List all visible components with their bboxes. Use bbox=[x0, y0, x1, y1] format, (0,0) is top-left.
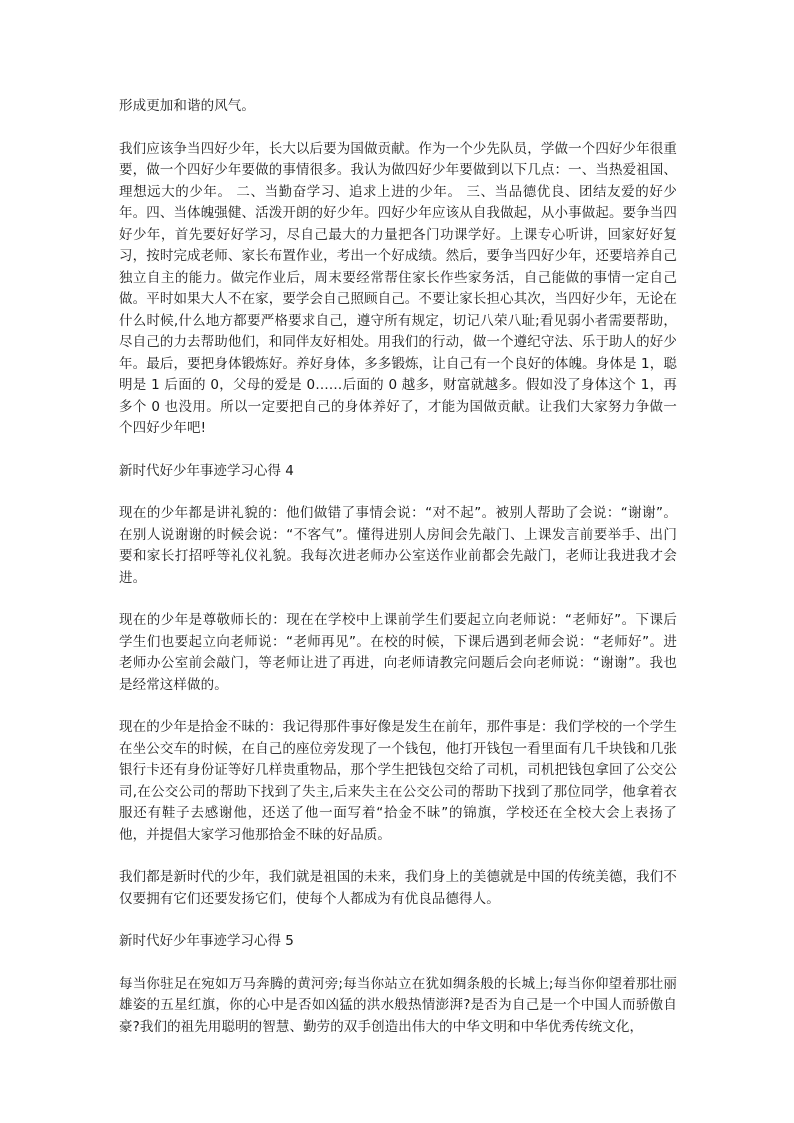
paragraph-respect-teachers: 现在的少年是尊敬师长的：现在在学校中上课前学生们要起立向老师说：“老师好”。下课后学生们也要起立向老师说：“老师再见”。在校的时候，下课后遇到老师会说：“老师好”。进老师办公室前会敲门，等老师让进了再进，向老师请教完问题后会向老师说：“谢谢”。我也是经常这样做的。 bbox=[119, 612, 677, 693]
paragraph-honesty: 现在的少年是拾金不昧的：我记得那件事好像是发生在前年，那件事是：我们学校的一个学生在坐公交车的时候，在自己的座位旁发现了一个钱包，他打开钱包一看里面有几千块钱和几张银行卡还有身份证等好几样贵重物品，那个学生把钱包交给了司机，司机把钱包拿回了公交公司,在公交公司的帮助下找到了失主,后来失主在公交公司的帮助下找到了那位同学，他拿着衣服还有鞋子去感谢他，还送了他一面写着“拾金不昧”的锦旗，学校还在全校大会上表扬了他，并提倡大家学习他那拾金不昧的好品质。 bbox=[119, 719, 677, 843]
paragraph-politeness: 现在的少年都是讲礼貌的：他们做错了事情会说：“对不起”。被别人帮助了会说：“谢谢”。在别人说谢谢的时候会说：“不客气”。懂得进别人房间会先敲门、上课发言前要举手、出门要和家长打招呼等礼仪礼貌。我每次进老师办公室送作业前都会先敲门，老师让我进我才会进。 bbox=[119, 505, 677, 586]
paragraph-four-good-youth: 我们应该争当四好少年，长大以后要为国做贡献。作为一个少先队员，学做一个四好少年很重要，做一个四好少年要做的事情很多。我认为做四好少年要做到以下几点：一、当热爱祖国、理想远大的少年。 二、当勤奋学习、追求上进的少年。 三、当品德优良、团结友爱的好少年。四、当体魄强健、活泼开朗的好少年。四好少年应该从自我做起，从小事做起。要争当四好少年，首先要好好学习，尽自己最大的力量把各门功课学好。上课专心听讲，回家好好复习，按时完成老师、家长布置作业，考出一个好成绩。然后，要争当四好少年，还要培养自己独立自主的能力。做完作业后，周末要经常帮住家长作些家务活，自己能做的事情一定自己做。平时如果大人不在家，要学会自己照顾自己。不要让家长担心其次，当四好少年，无论在什么时候,什么地方都要严格要求自己，遵守所有规定，切记八荣八耻;看见弱小者需要帮助，尽自己的力去帮助他们，和同伴友好相处。用我们的行动，做一个遵纪守法、乐于助人的好少年。最后，要把身体锻炼好。养好身体，多多锻炼，让自己有一个良好的体魄。身体是 1，聪明是 1 后面的 0，父母的爱是 0……后面的 0 越多，财富就越多。假如没了身体这个 1，再多个 0 也没用。所以一定要把自己的身体养好了，才能为国做贡献。让我们大家努力争做一个四好少年吧! bbox=[119, 140, 677, 436]
document-page bbox=[119, 96, 677, 1059]
paragraph-continuation: 形成更加和谐的风气。 bbox=[119, 98, 255, 114]
section-heading-4: 新时代好少年事迹学习心得 4 bbox=[119, 462, 294, 479]
paragraph-yellow-river: 每当你驻足在宛如万马奔腾的黄河旁;每当你站立在犹如绸条般的长城上;每当你仰望着那壮丽雄姿的五星红旗，你的心中是否如凶猛的洪水般热情澎湃?是否为自己是一个中国人而骄傲自豪?我们的祖先用聪明的智慧、勤劳的双手创造出伟大的中华文明和中华优秀传统文化， bbox=[119, 975, 677, 1035]
paragraph-new-era-youth: 我们都是新时代的少年，我们就是祖国的未来，我们身上的美德就是中国的传统美德，我们不仅要拥有它们还要发扬它们，使每个人都成为有优良品德得人。 bbox=[119, 869, 677, 907]
section-heading-5: 新时代好少年事迹学习心得 5 bbox=[119, 933, 294, 949]
